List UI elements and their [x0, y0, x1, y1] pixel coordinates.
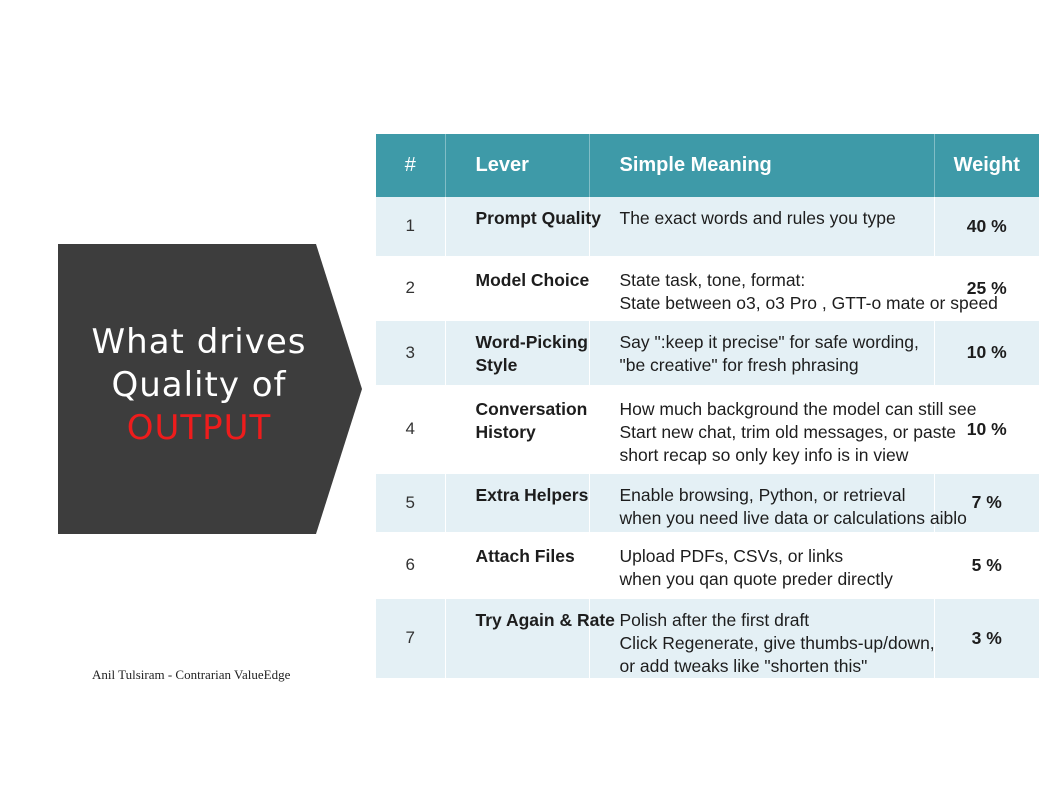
row-number: 7 — [376, 597, 445, 679]
row-meaning — [589, 197, 934, 257]
callout-line-1: What drives — [91, 321, 307, 362]
meaning-line: How much background the model can still see — [619, 398, 977, 419]
row-meaning — [589, 597, 934, 679]
row-meaning — [589, 386, 977, 472]
meaning-line: "be creative" for fresh phrasing — [619, 354, 859, 375]
meaning-line: when you qan quote preder directly — [619, 568, 893, 589]
meaning-line: State between o3, o3 Pro , GTT-o mate or speed — [619, 292, 998, 313]
row-weight: 10 % — [966, 342, 1007, 362]
header-number: # — [376, 134, 445, 197]
row-lever — [445, 257, 589, 319]
meaning-line: Polish after the first draft — [619, 609, 810, 630]
row-lever — [445, 533, 589, 597]
lever-line: Model Choice — [475, 269, 590, 290]
row-number: 4 — [376, 386, 445, 472]
table-row — [376, 386, 1039, 472]
table-row — [376, 533, 1039, 597]
title-callout — [58, 244, 362, 534]
lever-line: History — [475, 421, 536, 442]
table-row — [376, 257, 1039, 319]
header-lever: Lever — [445, 134, 589, 197]
row-lever — [445, 319, 589, 386]
row-number: 3 — [376, 319, 445, 386]
row-weight: 40 % — [966, 215, 1007, 236]
meaning-line: Enable browsing, Python, or retrieval — [619, 484, 906, 505]
lever-line: Try Again & Rate — [475, 609, 615, 630]
author-credit: Anil Tulsiram - Contrarian ValueEdge — [92, 667, 291, 682]
lever-line: Conversation — [475, 398, 588, 419]
row-meaning — [589, 319, 934, 386]
meaning-line: when you need live data or calculations aiblo — [619, 507, 967, 528]
lever-line: Prompt Quality — [475, 208, 601, 228]
lever-line: Extra Helpers — [475, 484, 589, 505]
callout-line-3: OUTPUT — [126, 407, 272, 448]
row-number: 5 — [376, 472, 445, 533]
row-weight: 5 % — [971, 554, 1002, 575]
row-weight: 25 % — [966, 277, 1007, 298]
meaning-line: Start new chat, trim old messages, or paste — [619, 421, 957, 442]
meaning-line: State task, tone, format: — [619, 269, 806, 290]
levers-table — [376, 134, 1039, 690]
row-number: 6 — [376, 533, 445, 597]
row-lever — [445, 197, 601, 257]
meaning-line: Click Regenerate, give thumbs-up/down, — [619, 632, 935, 653]
row-number: 1 — [376, 197, 445, 257]
meaning-line: The exact words and rules you type — [619, 208, 896, 228]
table-header-row — [376, 134, 1039, 197]
row-number: 2 — [376, 257, 445, 319]
meaning-line: or add tweaks like "shorten this" — [619, 655, 868, 676]
row-weight: 10 % — [966, 418, 1007, 439]
lever-line: Word-Picking — [475, 331, 588, 352]
meaning-line: Say ":keep it precise" for safe wording, — [619, 331, 919, 352]
row-lever — [445, 472, 589, 533]
row-weight: 7 % — [971, 492, 1002, 512]
callout-line-2: Quality of — [111, 364, 287, 405]
table-row — [376, 472, 1039, 533]
row-lever — [445, 386, 589, 472]
meaning-line: Upload PDFs, CSVs, or links — [619, 545, 844, 566]
header-meaning: Simple Meaning — [589, 134, 934, 197]
table-row — [376, 319, 1039, 386]
row-meaning — [589, 533, 934, 597]
row-meaning — [589, 472, 967, 533]
table-row — [376, 197, 1039, 257]
header-weight: Weight — [953, 154, 1020, 176]
row-lever — [445, 597, 615, 679]
lever-line: Attach Files — [475, 545, 575, 566]
row-weight: 3 % — [971, 627, 1002, 648]
callout-title — [58, 244, 340, 534]
table-row — [376, 597, 1039, 679]
lever-line: Style — [475, 354, 518, 375]
meaning-line: short recap so only key info is in view — [619, 444, 909, 465]
